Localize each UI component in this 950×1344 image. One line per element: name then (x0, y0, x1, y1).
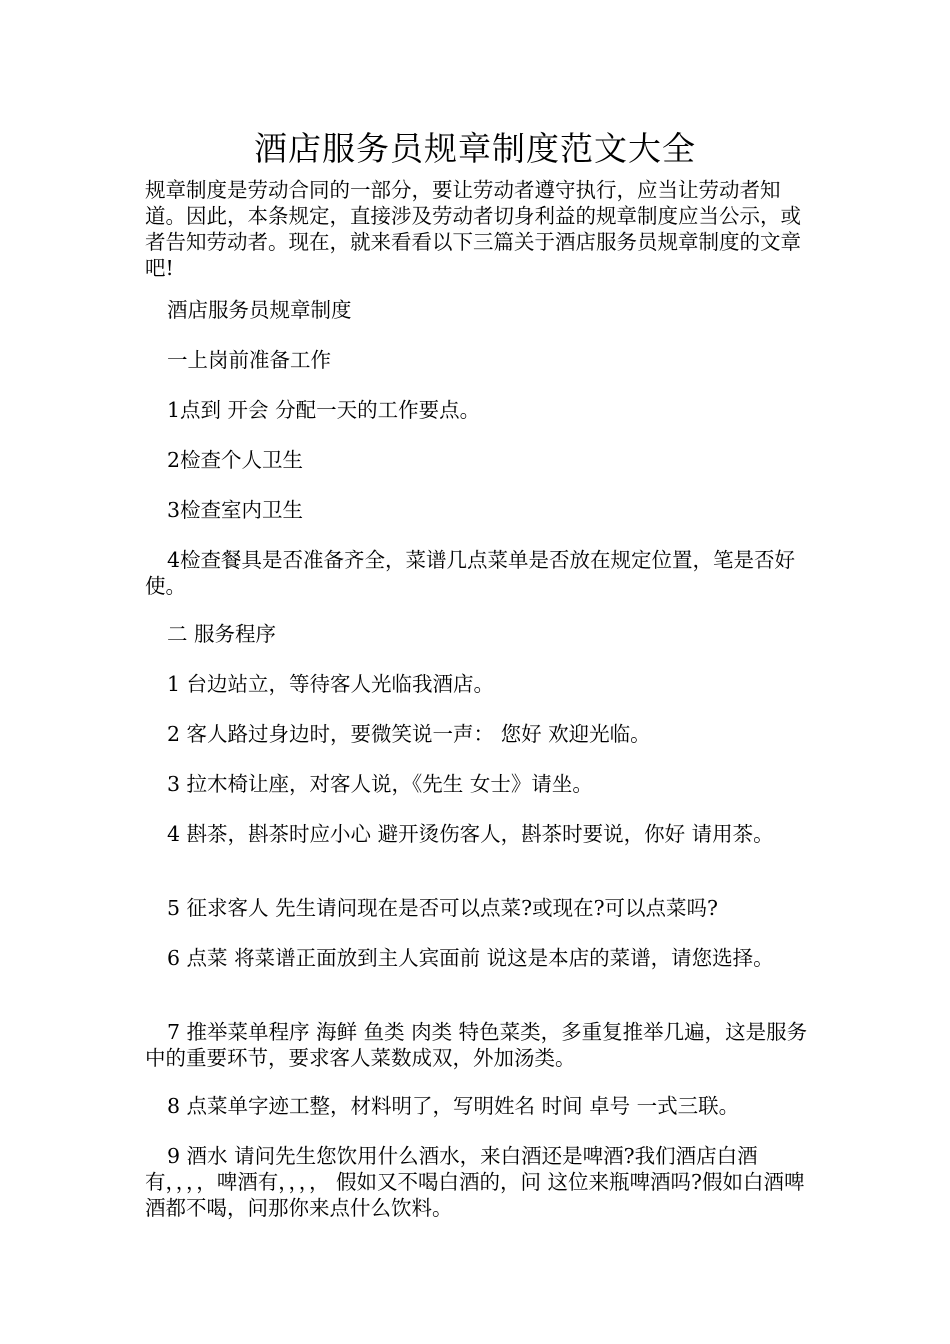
paragraph-item: 1点到 开会 分配一天的工作要点。 (167, 398, 481, 422)
section-heading-1: 一上岗前准备工作 (167, 348, 331, 372)
document-title: 酒店服务员规章制度范文大全 (254, 129, 696, 168)
paragraph-item: 5 征求客人 先生请问现在是否可以点菜?或现在?可以点菜吗? (167, 896, 719, 920)
paragraph-item: 3检查室内卫生 (167, 498, 304, 522)
paragraph-item: 3 拉木椅让座，对客人说，《先生 女士》请坐。 (167, 772, 593, 796)
paragraph-item: 4 斟茶，斟茶时应小心 避开烫伤客人，斟茶时要说，你好 请用茶。 (167, 822, 774, 846)
paragraph-item: 7 推举菜单程序 海鲜 鱼类 肉类 特色菜类，多重复推举几遍，这是服务中的重要环节，要求客人菜数成双，外加汤类。 (145, 1020, 808, 1070)
paragraph-item: 8 点菜单字迹工整，材料明了，写明姓名 时间 卓号 一式三联。 (167, 1094, 740, 1118)
paragraph-item: 6 点菜 将菜谱正面放到主人宾面前 说这是本店的菜谱，请您选择。 (167, 946, 774, 970)
paragraph-item: 1 台边站立，等待客人光临我酒店。 (167, 672, 495, 696)
paragraph-heading: 酒店服务员规章制度 (167, 298, 352, 322)
intro-paragraph: 规章制度是劳动合同的一部分，要让劳动者遵守执行，应当让劳动者知道。因此，本条规定，直接涉及劳动者切身利益的规章制度应当公示，或者告知劳动者。现在，就来看看以下三篇关于酒店服务员规章制度的文章吧! (145, 178, 801, 280)
paragraph-item: 4检查餐具是否准备齐全，菜谱几点菜单是否放在规定位置，笔是否好使。 (145, 548, 796, 598)
section-heading-2: 二 服务程序 (167, 622, 277, 646)
paragraph-item: 2 客人路过身边时，要微笑说一声： 您好 欢迎光临。 (167, 722, 651, 746)
paragraph-item: 9 酒水 请问先生您饮用什么酒水，来白酒还是啤酒?我们酒店白酒有，，，，啤酒有，，，， 假如又不喝白酒的，问 这位来瓶啤酒吗?假如白酒啤酒都不喝，问那你来点什么饮料。 (145, 1144, 805, 1220)
paragraph-item: 2检查个人卫生 (167, 448, 304, 472)
